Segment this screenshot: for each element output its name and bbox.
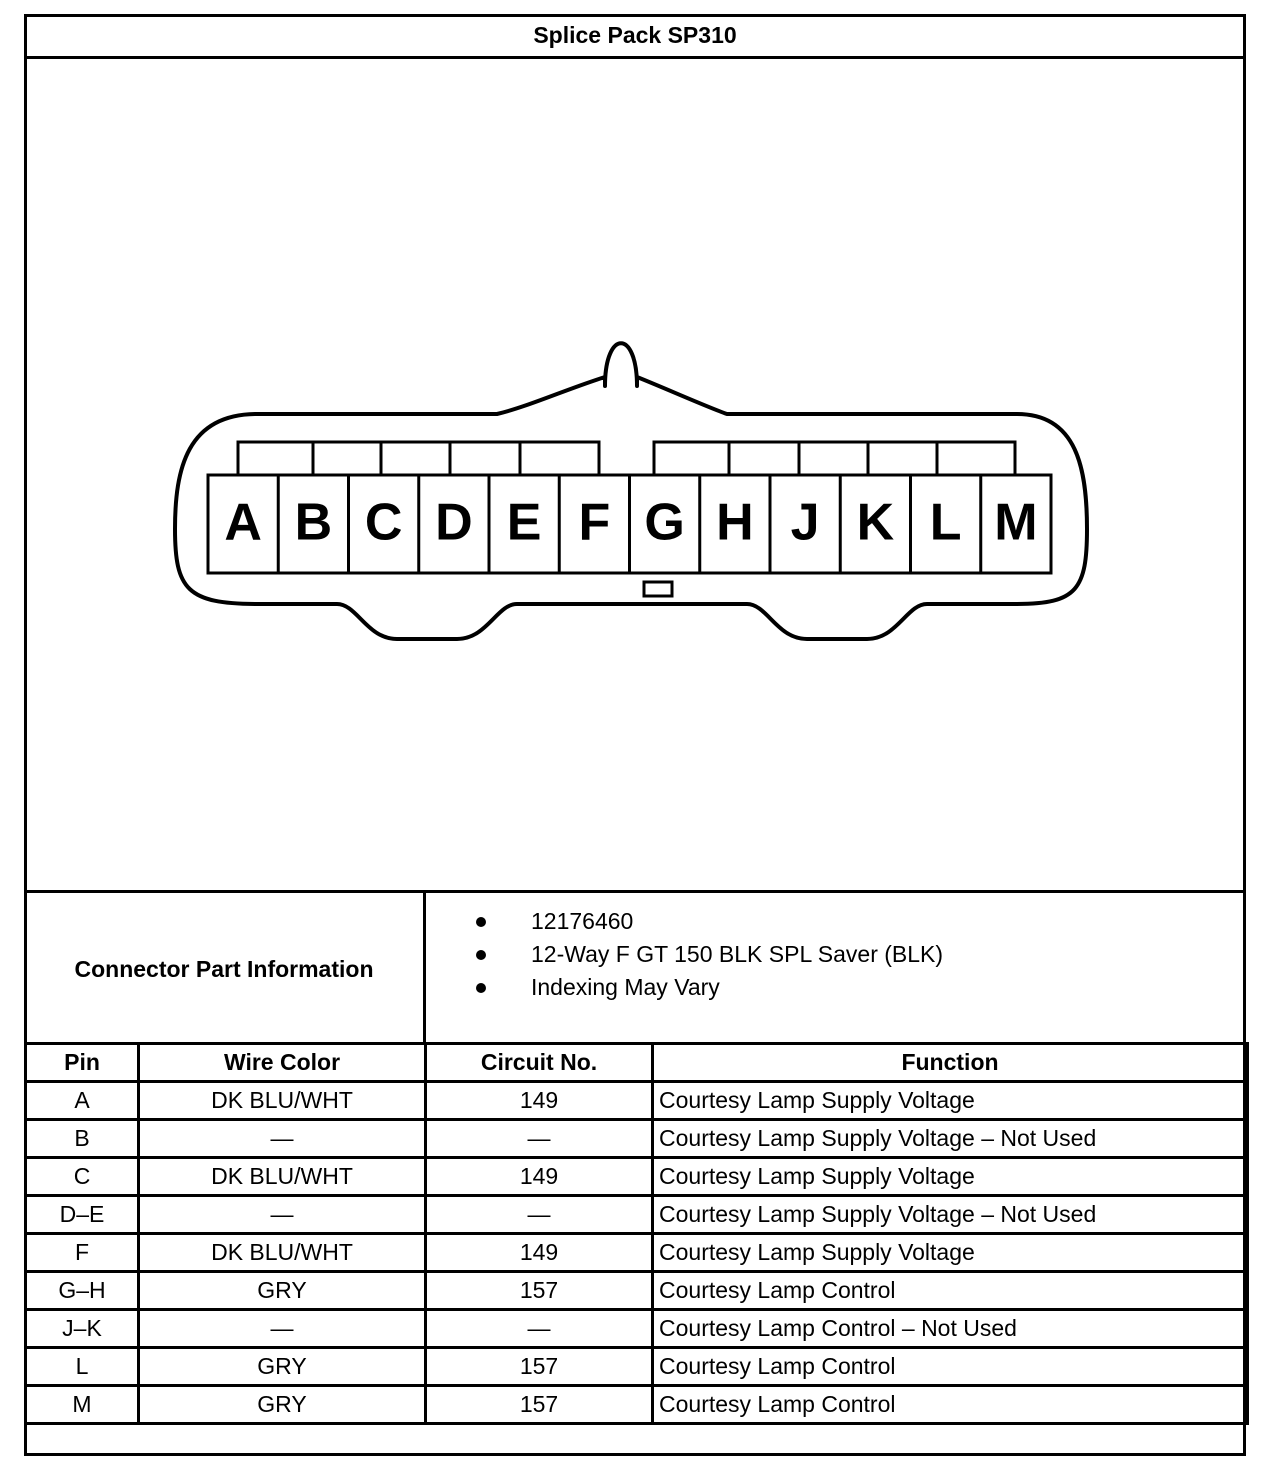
cell-circuit-no: 149 [426,1234,653,1272]
header-pin: Pin [26,1044,139,1082]
cell-circuit-no: 149 [426,1082,653,1120]
cell-function: Courtesy Lamp Control [653,1348,1248,1386]
table-row [26,1082,1248,1120]
cell-circuit-no: 157 [426,1348,653,1386]
cell-circuit-no: 157 [426,1272,653,1310]
part-info-item: 12176460 [476,905,943,938]
cell-circuit-no: — [426,1310,653,1348]
cell-wire-color: — [139,1196,426,1234]
cavity-label-g: G [644,493,685,552]
cell-pin: C [26,1158,139,1196]
cell-function: Courtesy Lamp Control – Not Used [653,1310,1248,1348]
table-row [26,1196,1248,1234]
header-circuit-no: Circuit No. [426,1044,653,1082]
cell-pin: F [26,1234,139,1272]
part-info-label: Connector Part Information [74,955,374,982]
table-row [26,1386,1248,1424]
key-slot [644,582,672,596]
cell-pin: B [26,1120,139,1158]
cell-circuit-no: — [426,1120,653,1158]
cell-wire-color: DK BLU/WHT [139,1234,426,1272]
bullet-icon [476,917,486,927]
part-info-item: Indexing May Vary [476,971,943,1004]
cavity-label-c: C [364,493,403,552]
cavity-label-k: K [856,493,895,552]
table-row [26,1158,1248,1196]
table-row [26,1120,1248,1158]
cell-function: Courtesy Lamp Control [653,1386,1248,1424]
table-row [26,1272,1248,1310]
cell-pin: A [26,1082,139,1120]
page-title: Splice Pack SP310 [24,14,1246,59]
cell-function: Courtesy Lamp Supply Voltage [653,1158,1248,1196]
header-function: Function [653,1044,1248,1082]
cell-function: Courtesy Lamp Control [653,1272,1248,1310]
latch-brackets-left [238,442,599,475]
cavity-label-m: M [994,493,1038,552]
table-header-row [26,1044,1248,1082]
connector-part-info [24,890,1246,1042]
cell-wire-color: — [139,1310,426,1348]
cell-pin: M [26,1386,139,1424]
table-row [26,1310,1248,1348]
cavity-label-f: F [578,493,611,552]
cell-wire-color: GRY [139,1272,426,1310]
table-row [26,1234,1248,1272]
part-info-divider [423,893,426,1045]
cavity-label-h: H [716,493,754,552]
cell-function: Courtesy Lamp Supply Voltage [653,1082,1248,1120]
bullet-icon [476,983,486,993]
cell-circuit-no: — [426,1196,653,1234]
cell-function: Courtesy Lamp Supply Voltage – Not Used [653,1120,1248,1158]
cavity-label-a: A [224,493,262,552]
cavity-label-d: D [435,493,473,552]
cell-function: Courtesy Lamp Supply Voltage [653,1234,1248,1272]
cell-wire-color: — [139,1120,426,1158]
connector-diagram [27,59,1243,892]
cavity-label-e: E [506,493,542,552]
cell-pin: J–K [26,1310,139,1348]
table-row [26,1348,1248,1386]
cell-wire-color: DK BLU/WHT [139,1158,426,1196]
cell-pin: G–H [26,1272,139,1310]
cavity-label-b: B [294,493,333,552]
cell-pin: D–E [26,1196,139,1234]
header-wire-color: Wire Color [139,1044,426,1082]
pin-table [24,1042,1249,1425]
cell-wire-color: GRY [139,1348,426,1386]
cell-wire-color: GRY [139,1386,426,1424]
cell-function: Courtesy Lamp Supply Voltage – Not Used [653,1196,1248,1234]
latch-brackets-right [654,442,1015,475]
part-info-list [476,905,943,1004]
cell-circuit-no: 149 [426,1158,653,1196]
cell-circuit-no: 157 [426,1386,653,1424]
part-info-item: 12-Way F GT 150 BLK SPL Saver (BLK) [476,938,943,971]
bullet-icon [476,950,486,960]
cell-pin: L [26,1348,139,1386]
cavity-label-l: L [929,493,962,552]
cell-wire-color: DK BLU/WHT [139,1082,426,1120]
cavity-label-j: J [790,493,820,552]
